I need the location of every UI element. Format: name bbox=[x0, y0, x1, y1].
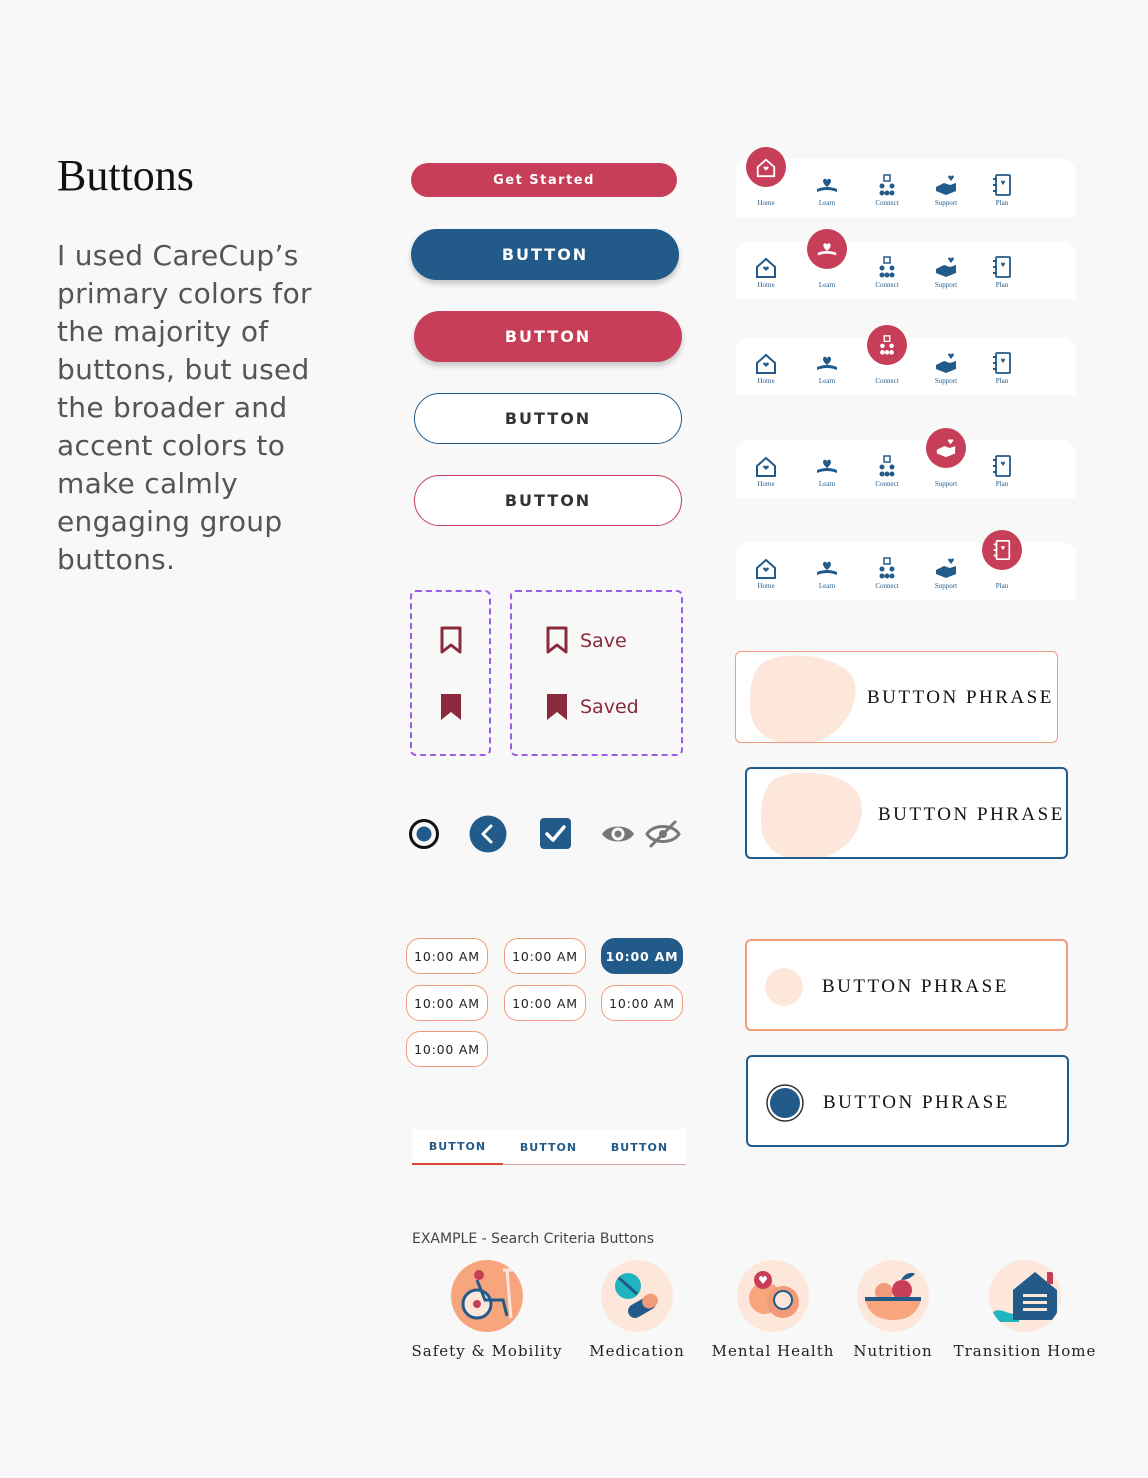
category-label: Safety & Mobility bbox=[411, 1342, 563, 1360]
nav-item-label: Connect bbox=[875, 199, 899, 207]
time-chip[interactable]: 10:00 AM bbox=[504, 938, 586, 974]
support-icon bbox=[933, 255, 959, 279]
nav-active-indicator bbox=[982, 530, 1022, 570]
nav-item-label: Connect bbox=[875, 582, 899, 590]
nav-item-connect[interactable] bbox=[857, 241, 917, 299]
support-icon bbox=[935, 437, 957, 459]
home-icon bbox=[753, 351, 779, 375]
wheelchair-icon bbox=[451, 1260, 523, 1332]
nav-item-support[interactable] bbox=[916, 542, 976, 600]
nav-item-label: Home bbox=[757, 377, 775, 385]
nav-item-learn[interactable] bbox=[797, 241, 857, 299]
nav-item-plan[interactable] bbox=[972, 440, 1032, 498]
nav-item-learn[interactable] bbox=[797, 440, 857, 498]
nav-item-label: Home bbox=[757, 582, 775, 590]
nav-item-support[interactable] bbox=[916, 159, 976, 217]
learn-icon bbox=[814, 454, 840, 478]
outline-blue-button[interactable]: BUTTON bbox=[414, 393, 682, 444]
save-label: Save bbox=[580, 630, 627, 652]
nav-item-label: Learn bbox=[818, 480, 836, 488]
nav-item-support[interactable] bbox=[916, 241, 976, 299]
nav-item-label: Support bbox=[934, 582, 958, 590]
nav-active-indicator bbox=[746, 147, 786, 187]
example-label: EXAMPLE - Search Criteria Buttons bbox=[412, 1231, 655, 1247]
radio-selected-icon bbox=[766, 1084, 804, 1122]
bookmark-filled-icon[interactable] bbox=[440, 693, 462, 721]
radio-unselected-icon bbox=[765, 968, 803, 1006]
home-icon bbox=[753, 255, 779, 279]
time-chip-selected[interactable]: 10:00 AM bbox=[601, 938, 683, 974]
transition-home-icon bbox=[989, 1260, 1061, 1332]
category-label: Transition Home bbox=[953, 1342, 1097, 1360]
nav-item-support[interactable] bbox=[916, 337, 976, 395]
nav-active-indicator bbox=[867, 325, 907, 365]
page-description: I used CareCup’s primary colors for the majority of buttons, but used the broader and accent colors to make calmly engaging group buttons. bbox=[57, 239, 312, 576]
get-started-button[interactable]: Get Started bbox=[411, 163, 677, 197]
nav-item-label: Connect bbox=[875, 480, 899, 488]
outline-red-button[interactable]: BUTTON bbox=[414, 475, 682, 526]
learn-icon bbox=[814, 351, 840, 375]
nav-item-plan[interactable] bbox=[972, 159, 1032, 217]
blob-shape bbox=[744, 654, 864, 743]
nav-item-label: Plan bbox=[995, 281, 1009, 289]
nav-item-connect[interactable] bbox=[857, 542, 917, 600]
eye-off-icon[interactable] bbox=[645, 820, 681, 848]
time-chip[interactable]: 10:00 AM bbox=[504, 985, 586, 1021]
nav-item-plan[interactable] bbox=[972, 337, 1032, 395]
nav-item-label: Support bbox=[934, 377, 958, 385]
saved-button[interactable] bbox=[546, 693, 666, 723]
connect-icon bbox=[876, 334, 898, 356]
nav-item-home[interactable] bbox=[736, 159, 796, 217]
bookmark-icon-group bbox=[410, 590, 491, 756]
bottom-nav-bar bbox=[736, 337, 1076, 395]
eye-icon[interactable] bbox=[600, 822, 636, 846]
nav-item-connect[interactable] bbox=[857, 159, 917, 217]
category-label: Mental Health bbox=[711, 1342, 835, 1360]
nav-item-plan[interactable] bbox=[972, 241, 1032, 299]
primary-red-button[interactable]: BUTTON bbox=[414, 311, 682, 362]
phrase-label: BUTTON PHRASE bbox=[823, 1092, 1010, 1113]
blob-shape bbox=[755, 771, 875, 859]
plan-icon bbox=[989, 173, 1015, 197]
nav-item-home[interactable] bbox=[736, 440, 796, 498]
plan-icon bbox=[991, 539, 1013, 561]
nav-item-home[interactable] bbox=[736, 241, 796, 299]
nav-item-connect[interactable] bbox=[857, 337, 917, 395]
nav-item-learn[interactable] bbox=[797, 337, 857, 395]
support-icon bbox=[933, 173, 959, 197]
phrase-button-orange-radio[interactable] bbox=[745, 939, 1068, 1031]
category-label: Nutrition bbox=[853, 1342, 933, 1360]
nav-item-label: Home bbox=[757, 281, 775, 289]
plan-icon bbox=[989, 454, 1015, 478]
home-icon bbox=[753, 454, 779, 478]
nav-item-connect[interactable] bbox=[857, 440, 917, 498]
nav-item-learn[interactable] bbox=[797, 542, 857, 600]
bottom-nav-bar bbox=[736, 159, 1076, 217]
tab-button-1[interactable]: BUTTON bbox=[412, 1129, 503, 1165]
connect-icon bbox=[874, 255, 900, 279]
time-chip[interactable]: 10:00 AM bbox=[406, 938, 488, 974]
connect-icon bbox=[874, 556, 900, 580]
phrase-label: BUTTON PHRASE bbox=[867, 687, 1054, 708]
back-chevron-icon[interactable] bbox=[469, 815, 507, 853]
connect-icon bbox=[874, 454, 900, 478]
nav-item-label: Learn bbox=[818, 281, 836, 289]
tab-button-3[interactable]: BUTTON bbox=[610, 1140, 669, 1154]
phrase-label: BUTTON PHRASE bbox=[878, 804, 1065, 825]
bookmark-label-group bbox=[510, 590, 683, 756]
connect-icon bbox=[874, 173, 900, 197]
page-title: Buttons bbox=[57, 151, 194, 200]
support-icon bbox=[933, 556, 959, 580]
radio-selected-icon[interactable] bbox=[408, 818, 440, 850]
nav-item-label: Learn bbox=[818, 199, 836, 207]
phrase-button-orange-blob[interactable] bbox=[735, 651, 1058, 743]
learn-icon bbox=[814, 173, 840, 197]
nav-item-support[interactable] bbox=[916, 440, 976, 498]
category-label: Medication bbox=[589, 1342, 685, 1360]
tab-bar bbox=[412, 1129, 686, 1165]
nav-item-label: Support bbox=[934, 281, 958, 289]
time-chip[interactable]: 10:00 AM bbox=[406, 1031, 488, 1067]
nav-item-learn[interactable] bbox=[797, 159, 857, 217]
time-chip[interactable]: 10:00 AM bbox=[406, 985, 488, 1021]
learn-icon bbox=[814, 556, 840, 580]
bookmark-outline-icon bbox=[546, 626, 568, 654]
nav-item-label: Plan bbox=[995, 480, 1009, 488]
bottom-nav-bar bbox=[736, 440, 1076, 498]
category-mental-health[interactable] bbox=[711, 1260, 835, 1360]
nav-item-label: Learn bbox=[818, 377, 836, 385]
plan-icon bbox=[989, 351, 1015, 375]
learn-icon bbox=[816, 238, 838, 260]
nav-item-label: Support bbox=[934, 480, 958, 488]
bottom-nav-bar bbox=[736, 542, 1076, 600]
support-icon bbox=[933, 351, 959, 375]
nav-item-label: Home bbox=[757, 480, 775, 488]
category-safety-mobility[interactable] bbox=[411, 1260, 563, 1360]
nav-item-label: Plan bbox=[995, 582, 1009, 590]
nav-item-label: Home bbox=[757, 199, 775, 207]
time-chip[interactable]: 10:00 AM bbox=[601, 985, 683, 1021]
plan-icon bbox=[989, 255, 1015, 279]
category-transition-home[interactable] bbox=[953, 1260, 1097, 1360]
nav-item-label: Connect bbox=[875, 281, 899, 289]
pills-icon bbox=[601, 1260, 673, 1332]
bookmark-outline-icon[interactable] bbox=[440, 626, 462, 654]
save-button[interactable] bbox=[546, 626, 666, 656]
phrase-label: BUTTON PHRASE bbox=[822, 976, 1009, 997]
checkbox-checked-icon[interactable] bbox=[540, 818, 571, 849]
home-icon bbox=[753, 556, 779, 580]
nav-item-home[interactable] bbox=[736, 337, 796, 395]
saved-label: Saved bbox=[580, 696, 639, 718]
nav-active-indicator bbox=[807, 229, 847, 269]
nav-item-label: Connect bbox=[875, 377, 899, 385]
tab-button-2[interactable]: BUTTON bbox=[519, 1140, 578, 1154]
nav-item-label: Support bbox=[934, 199, 958, 207]
nav-active-indicator bbox=[926, 428, 966, 468]
primary-blue-button[interactable]: BUTTON bbox=[411, 229, 679, 280]
phrase-button-blue-radio[interactable] bbox=[746, 1055, 1069, 1147]
nav-item-label: Learn bbox=[818, 582, 836, 590]
nav-item-home[interactable] bbox=[736, 542, 796, 600]
category-nutrition[interactable] bbox=[855, 1260, 931, 1360]
home-icon bbox=[755, 156, 777, 178]
bookmark-filled-icon bbox=[546, 693, 568, 721]
phrase-button-blue-blob[interactable] bbox=[745, 767, 1068, 859]
nav-item-plan[interactable] bbox=[972, 542, 1032, 600]
nav-item-label: Plan bbox=[995, 199, 1009, 207]
mental-health-icon bbox=[737, 1260, 809, 1332]
bottom-nav-bar bbox=[736, 241, 1076, 299]
food-bowl-icon bbox=[857, 1260, 929, 1332]
category-medication[interactable] bbox=[578, 1260, 696, 1360]
nav-item-label: Plan bbox=[995, 377, 1009, 385]
